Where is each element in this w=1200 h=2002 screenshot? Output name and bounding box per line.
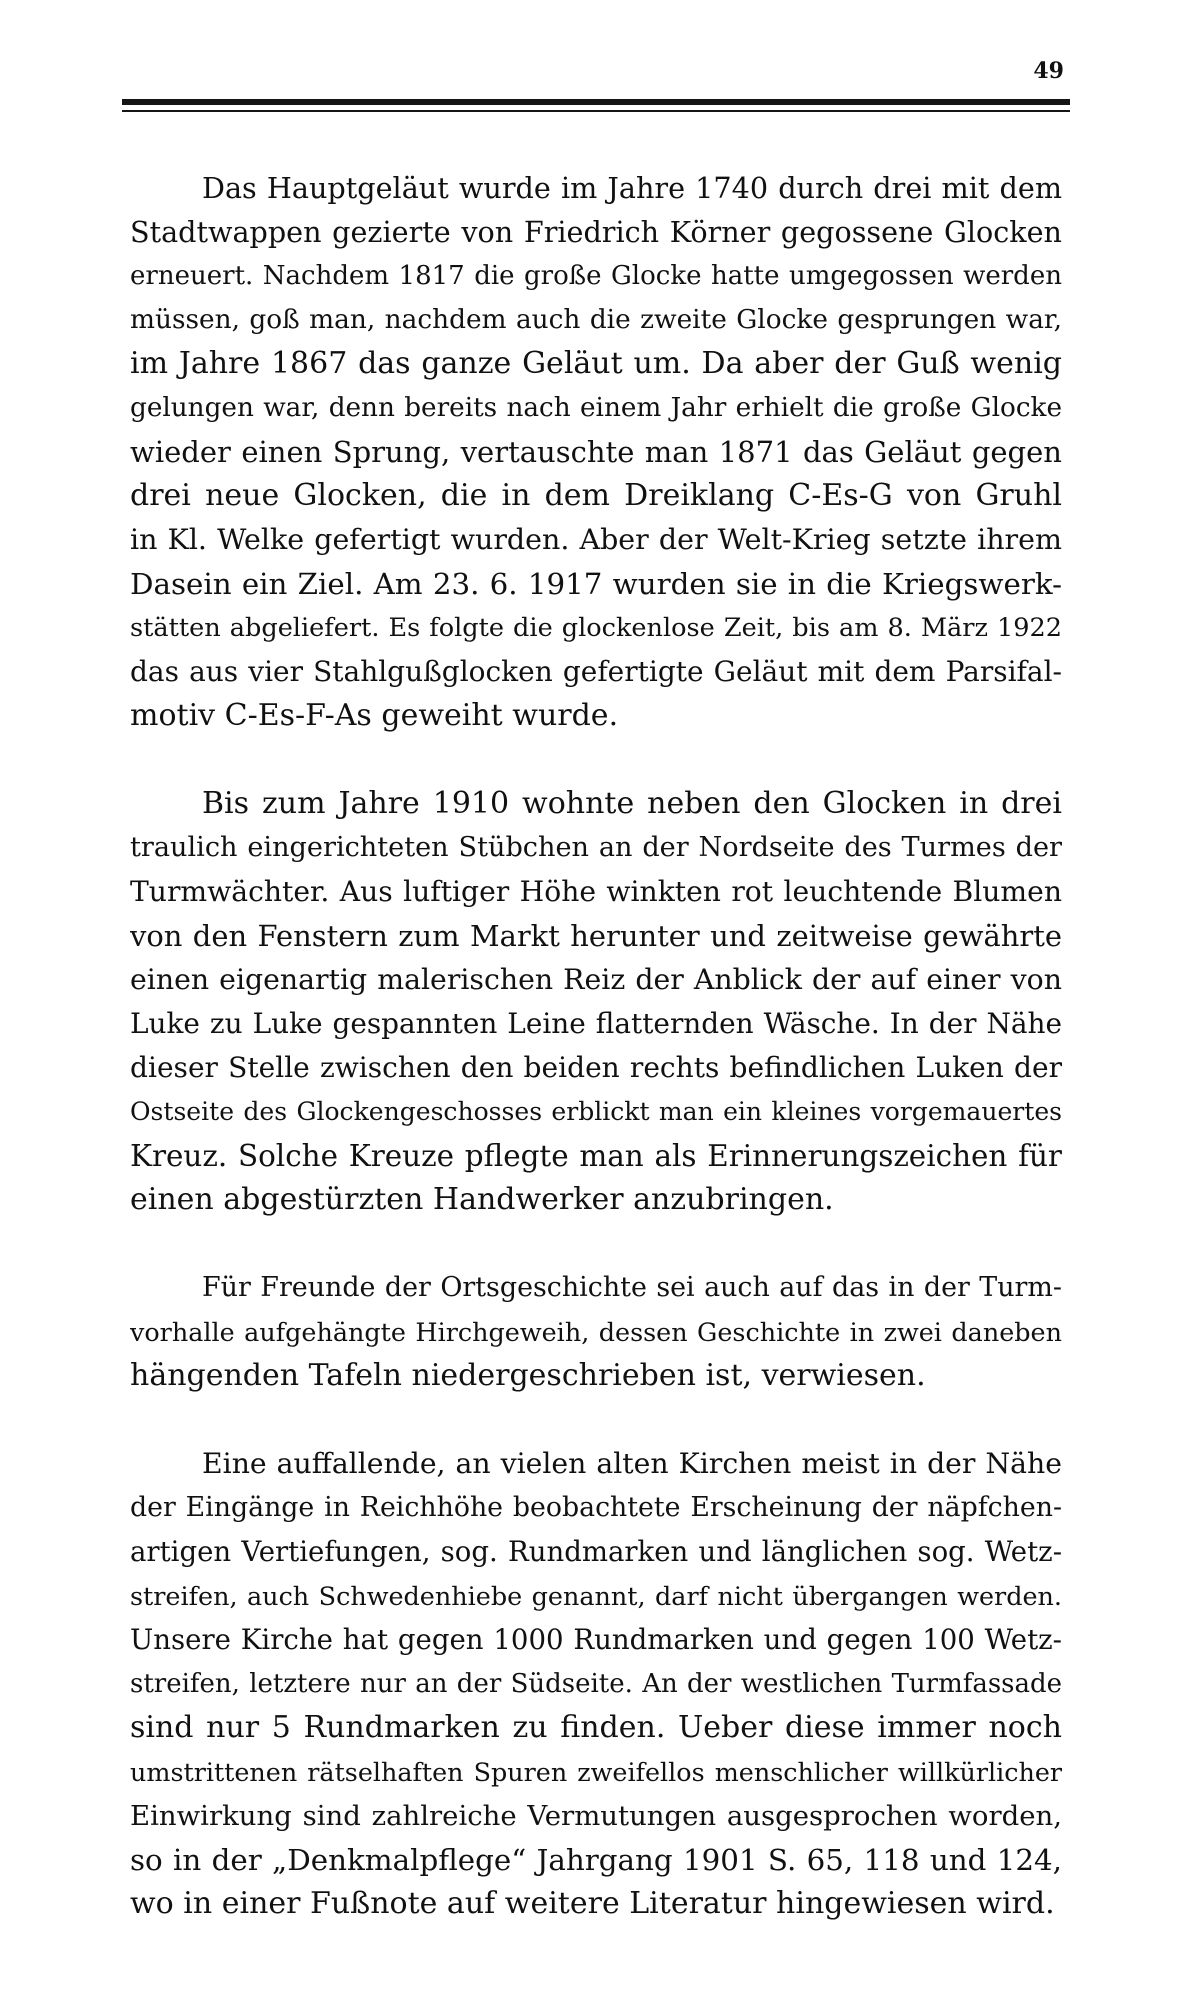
text-line: traulich eingerichteten Stübchen an der Nordseite des Turmes der [130, 832, 1062, 863]
text-line: so in der „Denkmalpflege“ Jahrgang 1901 S. 65, 118 und 124, [130, 1843, 1062, 1877]
text-line: müssen, goß man, nachdem auch die zweite Glocke gesprungen war, [130, 305, 1062, 335]
text-line: in Kl. Welke gefertigt wurden. Aber der Welt-Krieg setzte ihrem [130, 523, 1062, 556]
text-line: Kreuz. Solche Kreuze pflegte man als Erinnerungszeichen für [130, 1139, 1062, 1173]
text-line: wo in einer Fußnote auf weitere Literatur hingewiesen wird. [130, 1886, 1055, 1921]
text-line: Ostseite des Glockengeschosses erblickt man ein kleines vorgemauertes [130, 1097, 1062, 1126]
text-line: Unsere Kirche hat gegen 1000 Rundmarken und gegen 100 Wetz- [130, 1623, 1062, 1656]
paragraph-antlers [130, 1266, 1062, 1398]
text-line: umstrittenen rätselhaften Spuren zweifellos menschlicher willkürlicher [130, 1757, 1062, 1787]
body-text [130, 166, 1062, 1926]
text-line: artigen Vertiefungen, sog. Rundmarken und länglichen sog. Wetz- [130, 1536, 1062, 1568]
text-line: im Jahre 1867 das ganze Geläut um. Da aber der Guß wenig [130, 346, 1062, 381]
page-number: 49 [1033, 58, 1064, 84]
text-line: stätten abgeliefert. Es folgte die glockenlose Zeit, bis am 8. März 1922 [130, 613, 1062, 643]
text-line: streifen, letztere nur an der Südseite. An der westlichen Turmfassade [130, 1669, 1062, 1699]
text-line: einen eigenartig malerischen Reiz der Anblick der auf einer von [130, 963, 1062, 996]
text-line: Das Hauptgeläut wurde im Jahre 1740 durch drei mit dem [202, 171, 1062, 205]
text-line: wieder einen Sprung, vertauschte man 1871 das Geläut gegen [130, 435, 1062, 469]
text-line: einen abgestürzten Handwerker anzubringen. [130, 1182, 834, 1217]
text-line: Bis zum Jahre 1910 wohnte neben den Glocken in drei [202, 786, 1062, 821]
text-line: das aus vier Stahlgußglocken gefertigte Geläut mit dem Parsifal- [130, 655, 1062, 688]
text-line: Einwirkung sind zahlreiche Vermutungen ausgesprochen worden, [130, 1800, 1062, 1832]
text-line: Eine auffallende, an vielen alten Kirchen meist in der Nähe [202, 1447, 1062, 1480]
text-line: Dasein ein Ziel. Am 23. 6. 1917 wurden sie in die Kriegswerk- [130, 567, 1062, 601]
text-line: erneuert. Nachdem 1817 die große Glocke hatte umgegossen werden [130, 261, 1062, 291]
text-line: gelungen war, denn bereits nach einem Jahr erhielt die große Glocke [130, 393, 1062, 423]
text-line: Für Freunde der Ortsgeschichte sei auch auf das in der Turm- [202, 1272, 1062, 1303]
paragraph-round-marks [130, 1442, 1062, 1926]
header-rule-thin [122, 110, 1070, 112]
paragraph-bells [130, 166, 1062, 738]
text-line: sind nur 5 Rundmarken zu finden. Ueber diese immer noch [130, 1710, 1062, 1745]
text-line: Stadtwappen gezierte von Friedrich Körner gegossene Glocken [130, 215, 1062, 249]
text-line: dieser Stelle zwischen den beiden rechts befindlichen Luken der [130, 1051, 1062, 1084]
paragraph-tower-keeper [130, 782, 1062, 1222]
header-rule-thick [122, 99, 1070, 105]
text-line: der Eingänge in Reichhöhe beobachtete Erscheinung der näpfchen- [130, 1492, 1062, 1523]
text-line: motiv C-Es-F-As geweiht wurde. [130, 698, 619, 733]
text-line: hängenden Tafeln niedergeschrieben ist, verwiesen. [130, 1358, 926, 1393]
text-line: drei neue Glocken, die in dem Dreiklang C-Es-G von Gruhl [130, 478, 1062, 513]
text-line: von den Fenstern zum Markt herunter und zeitweise gewährte [130, 919, 1062, 953]
text-line: vorhalle aufgehängte Hirchgeweih, dessen Geschichte in zwei daneben [130, 1317, 1062, 1347]
text-line: streifen, auch Schwedenhiebe genannt, darf nicht übergangen werden. [130, 1581, 1062, 1611]
text-line: Turmwächter. Aus luftiger Höhe winkten rot leuchtende Blumen [130, 875, 1062, 908]
text-line: Luke zu Luke gespannten Leine flatternden Wäsche. In der Nähe [130, 1007, 1062, 1040]
